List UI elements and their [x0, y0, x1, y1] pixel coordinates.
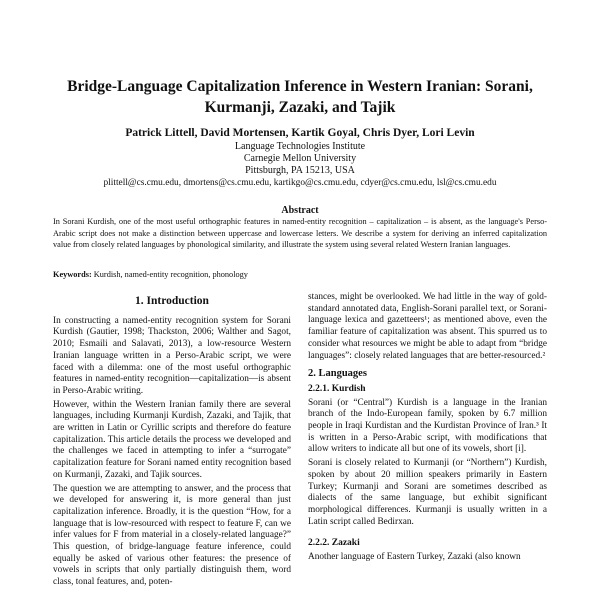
abstract-text: In Sorani Kurdish, one of the most useful orthographic features in named-entity recognition – capitalization – is absent, as the language's Perso-Arabic script does not make a distinction between uppercase and lowercase letters. We describe a system for deriving an inferred capitalization value from closely related languages by phonological similarity, and illustrate the system using several related Western Iranian languages.	[53, 217, 547, 250]
right-paragraph-1: stances, might be overlooked. We had little in the way of gold-standard annotated data, English-Sorani parallel text, or Sorani-language lexica and gazetteers¹; as mentioned above, even the familiar feature of capitalization was absent. This spurred us to consider what resources we might be able to adapt from “bridge languages”: closely related languages that are better-resourced.²	[308, 292, 547, 361]
kurdish-paragraph-2: Sorani is closely related to Kurmanji (or “Northern”) Kurdish, spoken by about 20 million speakers primarily in Eastern Turkey; Kurmanji and Sorani are sometimes described as dialects of the same language, but exhibit significant morphological differences. Kurmanji is usually written in a Latin script called Bedirxan.	[308, 458, 547, 527]
paper-title	[40, 76, 560, 118]
kurdish-paragraph-1: Sorani (or “Central”) Kurdish is a language in the Iranian branch of the Indo-European family, spoken by 6.7 million people in Iraqi Kurdistan and the Kurdistan Province of Iran.³ It is written in a Perso-Arabic script, with modifications that allow writers to indicate all but one of its vowels, short [i].	[308, 397, 547, 455]
affiliation-city: Pittsburgh, PA 15213, USA	[245, 165, 355, 176]
keywords-text: Kurdish, named-entity recognition, phonology	[93, 270, 248, 279]
intro-paragraph-1: In constructing a named-entity recognition system for Sorani Kurdish (Gautier, 1998; Thackston, 2006; Walther and Sagot, 2010; Esmaili and Salavati, 2013), a low-resource Western Iranian language written in a Perso-Arabic script, we were faced with a dilemma: one of the most useful orthographic features in named-entity recognition—capitalization—is absent in Perso-Arabic writing.	[53, 315, 291, 396]
title-line-1: Bridge-Language Capitalization Inference in Western Iranian: Sorani,	[67, 78, 533, 95]
title-line-2: Kurmanji, Zazaki, and Tajik	[204, 99, 396, 116]
affiliation-university: Carnegie Mellon University	[243, 153, 357, 164]
section-heading-languages: 2. Languages	[308, 368, 367, 380]
subsection-heading-kurdish: 2.2.1. Kurdish	[308, 383, 366, 394]
section-heading-introduction: 1. Introduction	[135, 295, 209, 307]
abstract-heading: Abstract	[281, 205, 319, 216]
zazaki-paragraph-1: Another language of Eastern Turkey, Zazaki (also known	[308, 552, 521, 563]
right-column	[308, 292, 547, 566]
intro-paragraph-2: However, within the Western Iranian family there are several languages, including Kurmanji Kurdish, Zazaki, and Tajik, that are written in Latin or Cyrillic scripts and therefore do feature capitalization. This article details the process we developed and the challenges we faced in attempting to infer a “surrogate” capitalization feature for Sorani named entity recognition based on Kurmanji, Zazaki, and Tajik sources.	[53, 399, 291, 480]
keywords-line	[53, 270, 547, 279]
author-emails: plittell@cs.cmu.edu, dmortens@cs.cmu.edu, kartikgo@cs.cmu.edu, cdyer@cs.cmu.edu, lsl@cs.cmu.edu	[103, 178, 497, 188]
affiliation-institute: Language Technologies Institute	[234, 141, 366, 152]
keywords-label: Keywords:	[53, 270, 92, 279]
subsection-heading-zazaki: 2.2.2. Zazaki	[308, 538, 360, 549]
author-list: Patrick Littell, David Mortensen, Kartik Goyal, Chris Dyer, Lori Levin	[125, 127, 475, 139]
intro-paragraph-3: The question we are attempting to answer, and the process that we developed for answering it, is more general than just capitalization inference. Broadly, it is the question “How, for a language that is low-resourced with respect to feature F, can we infer values for F from material in a closely-related language?” This question, of bridge-language feature inference, could equally be asked of various other features: the presence of vowels in scripts that only partially distinguish them, word class, tonal features, and, poten-	[53, 483, 291, 588]
left-column	[53, 296, 291, 591]
